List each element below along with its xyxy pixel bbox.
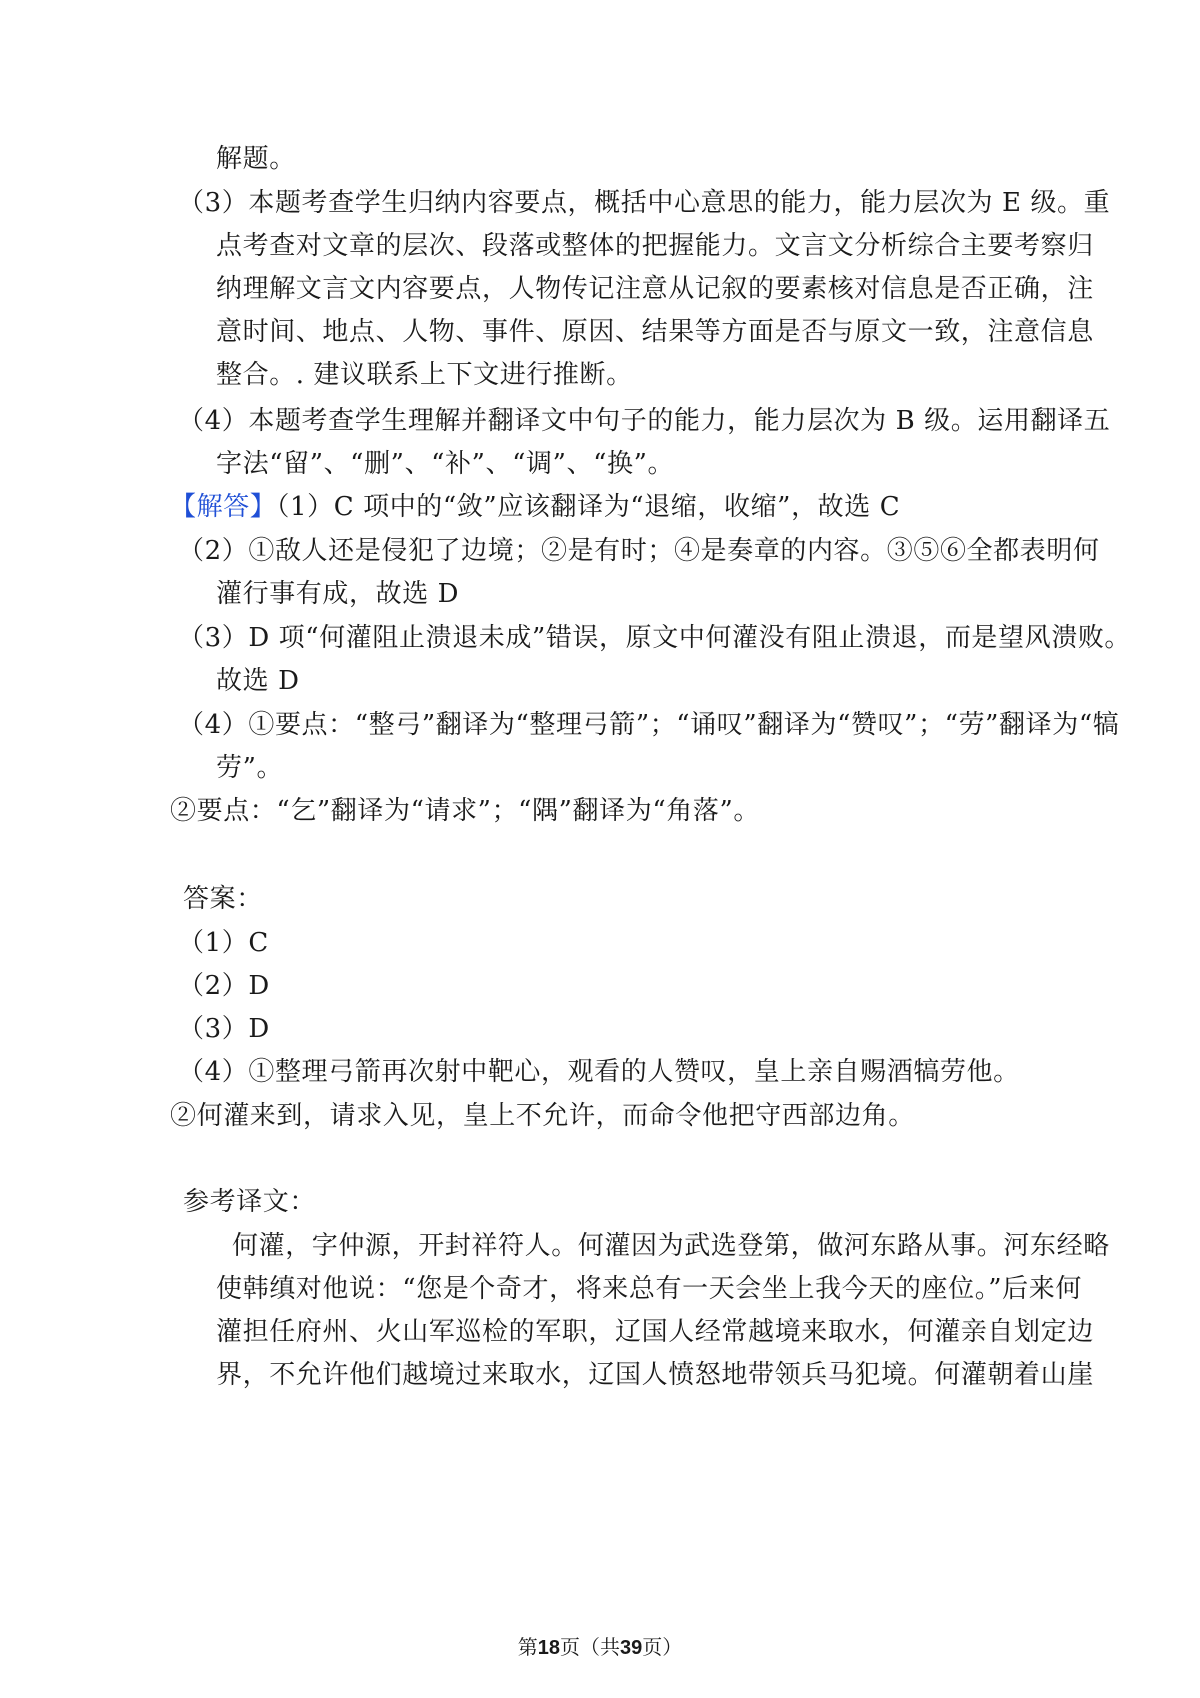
analysis-line: 纳理解文言文内容要点，人物传记注意从记叙的要素核对信息是否正确，注 [216,274,1094,304]
page-total: 39 [620,1637,643,1659]
answer-item-1: （1）C [178,928,269,958]
translation-line: 界，不允许他们越境过来取水，辽国人愤怒地带领兵马犯境。何灌朝着山崖 [216,1360,1094,1390]
answer-item-4: （4）①整理弓箭再次射中靶心，观看的人赞叹，皇上亲自赐酒犒劳他。 [178,1057,1020,1087]
translation-line: 何灌，字仲源，开封祥符人。何灌因为武选登第，做河东路从事。河东经略 [232,1231,1110,1261]
solution-item-2: （2）①敌人还是侵犯了边境；②是有时；④是奏章的内容。③⑤⑥全都表明何 [178,536,1100,566]
answer-item-2: （2）D [178,971,270,1001]
answer-item-4-part-2: ②何灌来到，请求入见，皇上不允许，而命令他把守西部边角。 [170,1101,915,1131]
solution-line: 故选 D [216,666,300,696]
analysis-item-4: （4）本题考查学生理解并翻译文中句子的能力，能力层次为 B 级。运用翻译五 [178,406,1111,436]
solution-line: 劳”。 [216,753,284,783]
solution-item-3: （3）D 项“何灌阻止溃退未成”错误，原文中何灌没有阻止溃退，而是望风溃败。 [178,623,1132,653]
solution-line: ②要点：“乞”翻译为“请求”；“隅”翻译为“角落”。 [170,796,760,826]
analysis-item-3: （3）本题考查学生归纳内容要点，概括中心意思的能力，能力层次为 E 级。重 [178,188,1111,218]
answers-heading: 答案： [183,884,263,914]
solution-item-4: （4）①要点：“整弓”翻译为“整理弓箭”；“诵叹”翻译为“赞叹”；“劳”翻译为“犒 [178,710,1120,740]
solution-tag: 【解答】 [170,492,277,522]
analysis-line: 整合。. 建议联系上下文进行推断。 [216,360,633,390]
solution-line: （1）C 项中的“敛”应该翻译为“退缩，收缩”，故选 C [276,492,901,522]
analysis-line: 点考查对文章的层次、段落或整体的把握能力。文言文分析综合主要考察归 [216,231,1094,261]
solution-line: 灌行事有成，故选 D [216,579,460,609]
translation-line: 灌担任府州、火山军巡检的军职，辽国人经常越境来取水，何灌亲自划定边 [216,1317,1094,1347]
solution-first-line [0,490,1200,524]
footer-prefix: 第 [517,1635,538,1659]
analysis-line: 意时间、地点、人物、事件、原因、结果等方面是否与原文一致，注意信息 [216,317,1094,347]
analysis-line: 解题。 [216,144,296,174]
page-number: 18 [537,1637,560,1659]
translation-line: 使韩缜对他说：“您是个奇才，将来总有一天会坐上我今天的座位。”后来何 [216,1274,1082,1304]
answer-item-3: （3）D [178,1014,270,1044]
footer-suffix: 页） [642,1635,683,1659]
footer-mid: 页（共 [560,1635,620,1659]
translation-heading: 参考译文： [183,1187,317,1217]
page-footer [0,1634,1200,1661]
analysis-line: 字法“留”、“删”、“补”、“调”、“换”。 [216,449,675,479]
